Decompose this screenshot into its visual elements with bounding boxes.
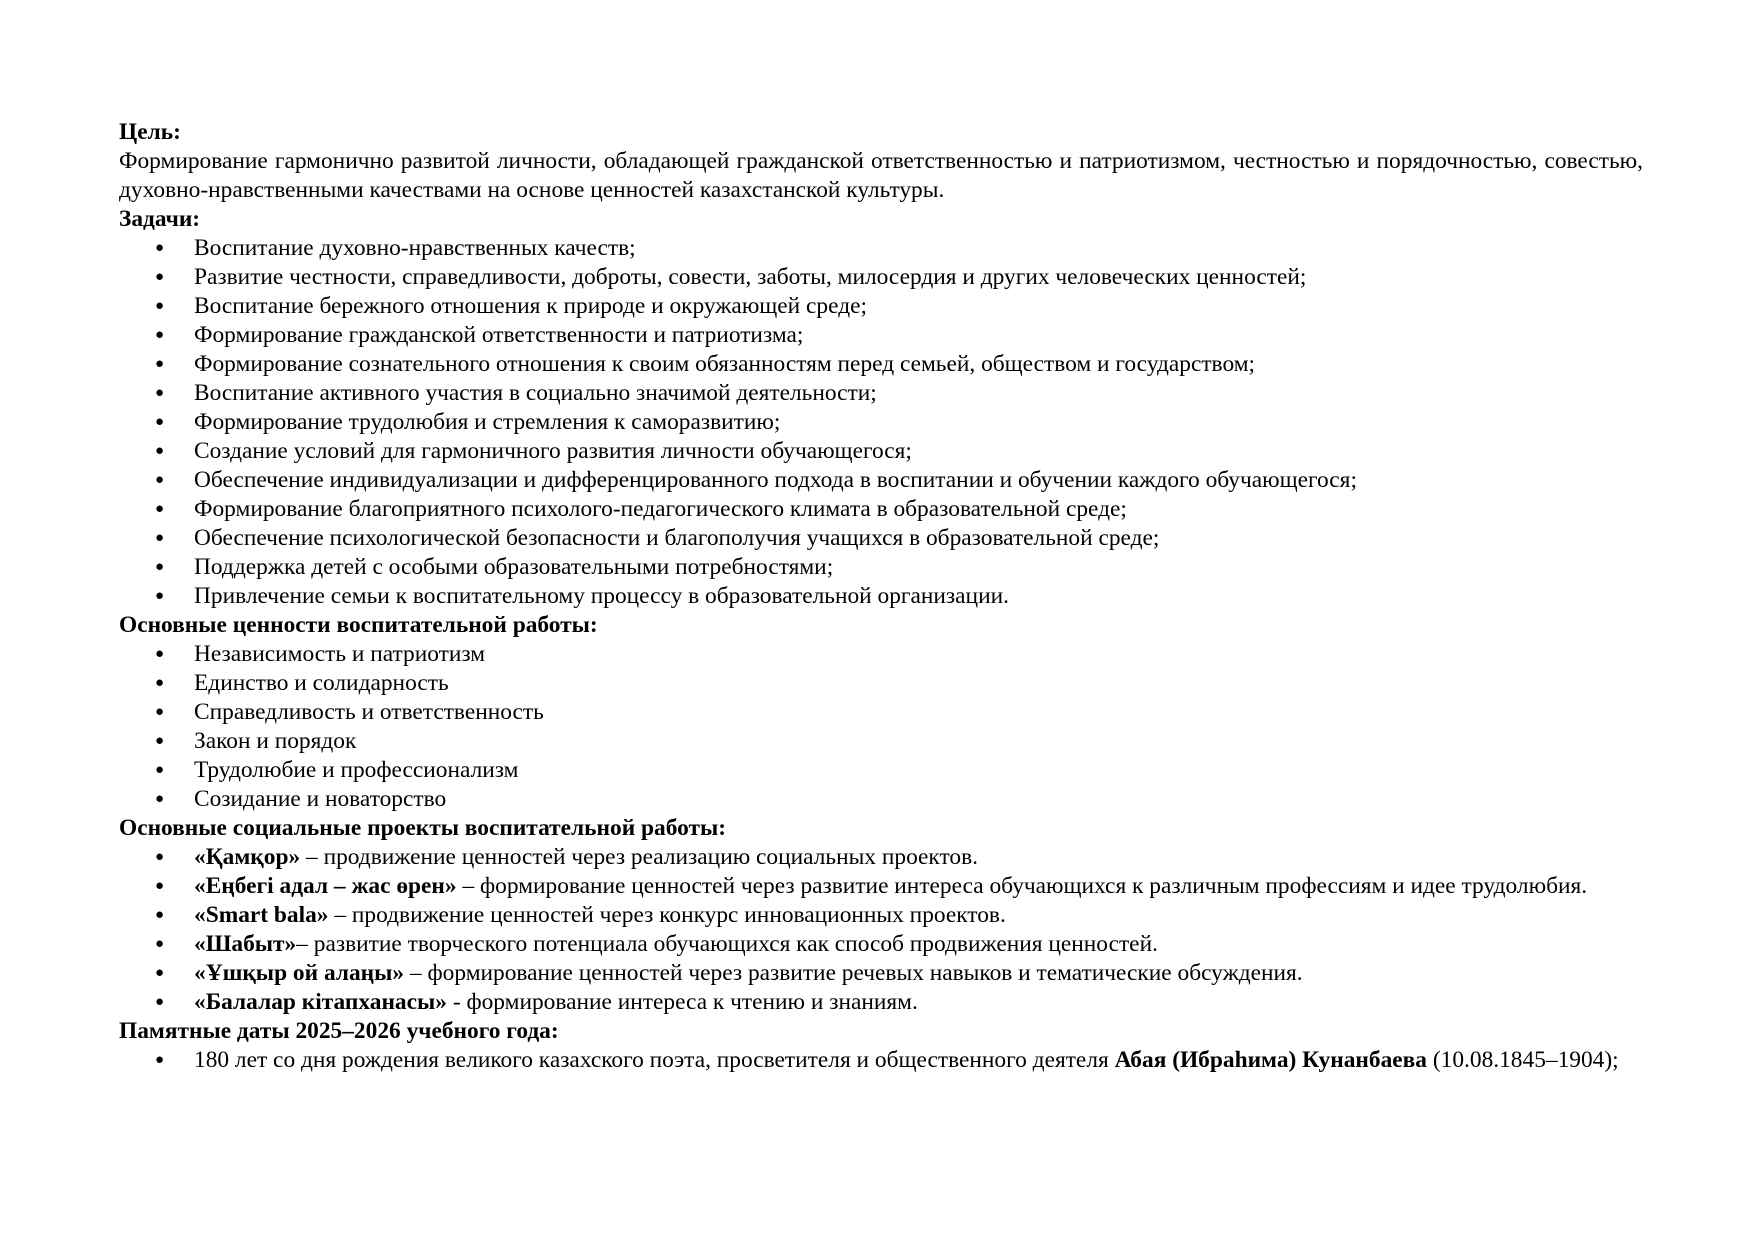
list-item: ● Обеспечение индивидуализации и дифференцированного подхода в воспитании и обучении каждого обучающегося; bbox=[155, 467, 1357, 493]
projects-list bbox=[119, 843, 1643, 1017]
list-item: ● Воспитание бережного отношения к природе и окружающей среде; bbox=[155, 293, 867, 319]
bullet-icon: ● bbox=[155, 791, 165, 807]
projects-heading: Основные социальные проекты воспитательной работы: bbox=[119, 815, 727, 841]
bullet-icon: ● bbox=[155, 994, 165, 1010]
bullet-icon: ● bbox=[155, 501, 165, 517]
bullet-icon: ● bbox=[155, 936, 165, 952]
project-name: «Еңбегі адал – жас өрен» bbox=[194, 873, 457, 899]
list-item: ● Привлечение семьи к воспитательному процессу в образовательной организации. bbox=[155, 583, 1009, 609]
bullet-icon: ● bbox=[155, 733, 165, 749]
bullet-icon: ● bbox=[155, 443, 165, 459]
bullet-icon: ● bbox=[155, 269, 165, 285]
list-item: ● Воспитание духовно-нравственных качеств; bbox=[155, 235, 636, 261]
list-item: ● Закон и порядок bbox=[155, 728, 357, 754]
list-item bbox=[155, 843, 1643, 872]
project-name: «Ұшқыр ой алаңы» bbox=[194, 960, 405, 986]
bullet-icon: ● bbox=[155, 530, 165, 546]
values-heading: Основные ценности воспитательной работы: bbox=[119, 612, 598, 638]
list-item: ● Поддержка детей с особыми образовательными потребностями; bbox=[155, 554, 834, 580]
tasks-heading: Задачи: bbox=[119, 206, 201, 232]
list-item bbox=[155, 930, 1643, 959]
bullet-icon: ● bbox=[155, 762, 165, 778]
bullet-icon: ● bbox=[155, 849, 165, 865]
bullet-icon: ● bbox=[155, 704, 165, 720]
list-item: ● Справедливость и ответственность bbox=[155, 699, 544, 725]
date-text-before: 180 лет со дня рождения великого казахского поэта, просветителя и общественного деятеля bbox=[194, 1047, 1115, 1073]
project-name: «Балалар кітапханасы» bbox=[194, 989, 447, 1015]
bullet-icon: ● bbox=[155, 907, 165, 923]
list-item: ● Единство и солидарность bbox=[155, 670, 449, 696]
project-name: «Smart bala» bbox=[194, 902, 329, 928]
list-item: ● Создание условий для гармоничного развития личности обучающегося; bbox=[155, 438, 912, 464]
list-item: ● Независимость и патриотизм bbox=[155, 641, 486, 667]
values-list bbox=[119, 640, 1643, 814]
bullet-icon: ● bbox=[155, 385, 165, 401]
list-item: ● Обеспечение психологической безопасности и благополучия учащихся в образовательной среде; bbox=[155, 525, 1160, 551]
bullet-icon: ● bbox=[155, 472, 165, 488]
bullet-icon: ● bbox=[155, 675, 165, 691]
list-item bbox=[155, 959, 1643, 988]
list-item bbox=[155, 1046, 1643, 1075]
list-item: ● Формирование гражданской ответственности и патриотизма; bbox=[155, 322, 804, 348]
goal-text: Формирование гармонично развитой личности, обладающей гражданской ответственностью и патриотизмом, честностью и порядочностью, совестью, духовно-нравственными качествами на основе ценностей казахстанской культуры. bbox=[119, 148, 1643, 203]
bullet-icon: ● bbox=[155, 327, 165, 343]
bullet-icon: ● bbox=[155, 878, 165, 894]
list-item bbox=[155, 901, 1643, 930]
project-description: – развитие творческого потенциала обучающихся как способ продвижения ценностей. bbox=[296, 931, 1158, 957]
bullet-icon: ● bbox=[155, 356, 165, 372]
bullet-icon: ● bbox=[155, 965, 165, 981]
project-description: – продвижение ценностей через реализацию социальных проектов. bbox=[300, 844, 978, 870]
project-description: – формирование ценностей через развитие интереса обучающихся к различным профессиям и идее трудолюбия. bbox=[456, 873, 1588, 899]
document-page bbox=[119, 118, 1643, 1075]
list-item: ● Трудолюбие и профессионализм bbox=[155, 757, 519, 783]
bullet-icon: ● bbox=[155, 588, 165, 604]
goal-heading: Цель: bbox=[119, 119, 181, 145]
list-item: ● Формирование благоприятного психолого-педагогического климата в образовательной среде; bbox=[155, 496, 1127, 522]
bullet-icon: ● bbox=[155, 646, 165, 662]
list-item: ● Воспитание активного участия в социально значимой деятельности; bbox=[155, 380, 877, 406]
project-description: – продвижение ценностей через конкурс инновационных проектов. bbox=[328, 902, 1006, 928]
list-item: ● Формирование сознательного отношения к своим обязанностям перед семьей, обществом и государством; bbox=[155, 351, 1255, 377]
project-description: – формирование ценностей через развитие речевых навыков и тематические обсуждения. bbox=[404, 960, 1303, 986]
date-person-name: Абая (Ибраһима) Кунанбаева bbox=[1114, 1047, 1427, 1073]
project-name: «Қамқор» bbox=[194, 844, 301, 870]
project-name: «Шабыт» bbox=[194, 931, 297, 957]
tasks-list bbox=[119, 234, 1643, 611]
list-item: ● Созидание и новаторство bbox=[155, 786, 447, 812]
date-text-after: (10.08.1845–1904); bbox=[1427, 1047, 1619, 1073]
list-item bbox=[155, 872, 1643, 901]
bullet-icon: ● bbox=[155, 559, 165, 575]
project-description: - формирование интереса к чтению и знаниям. bbox=[446, 989, 918, 1015]
dates-heading: Памятные даты 2025–2026 учебного года: bbox=[119, 1018, 559, 1044]
bullet-icon: ● bbox=[155, 414, 165, 430]
bullet-icon: ● bbox=[155, 1052, 165, 1068]
list-item: ● Развитие честности, справедливости, доброты, совести, заботы, милосердия и других человеческих ценностей; bbox=[155, 264, 1307, 290]
bullet-icon: ● bbox=[155, 298, 165, 314]
bullet-icon: ● bbox=[155, 240, 165, 256]
list-item bbox=[155, 988, 1643, 1017]
list-item: ● Формирование трудолюбия и стремления к саморазвитию; bbox=[155, 409, 781, 435]
dates-list bbox=[119, 1046, 1643, 1075]
